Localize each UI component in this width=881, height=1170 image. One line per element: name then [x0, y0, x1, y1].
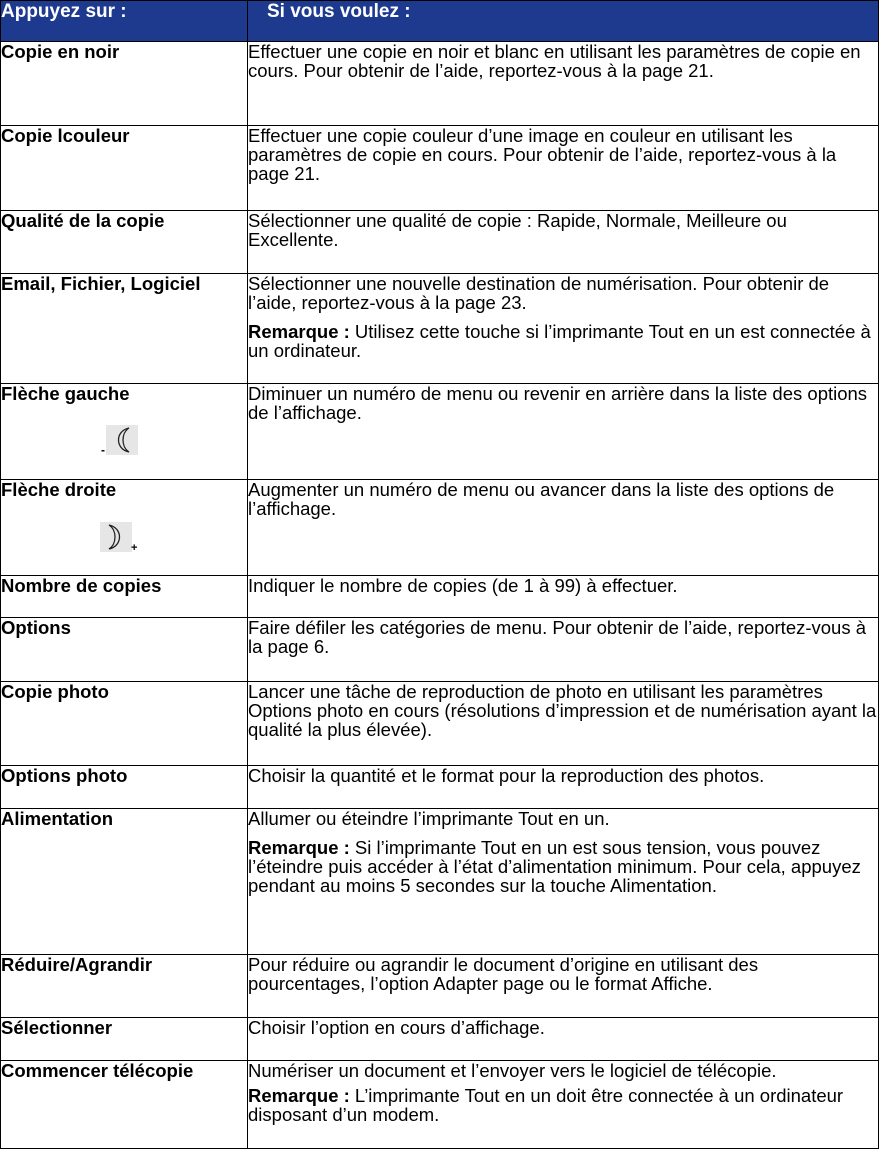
table-row — [1, 1018, 879, 1061]
note — [248, 838, 878, 895]
button-name: Options — [1, 618, 248, 682]
note-label: Remarque : — [248, 321, 350, 342]
button-name: Options photo — [1, 766, 248, 809]
note-label: Remarque : — [248, 1085, 350, 1106]
button-name: Email, Fichier, Logiciel — [1, 274, 248, 384]
button-description: Effectuer une copie couleur d’une image en couleur en utilisant les paramètres de copie en cours. Pour obtenir de l’aide, reportez-vous à la page 21. — [248, 126, 879, 211]
button-cell — [1, 480, 248, 576]
button-name: Réduire/Agrandir — [1, 955, 248, 1018]
button-name: Qualité de la copie — [1, 211, 248, 274]
button-description: Choisir la quantité et le format pour la reproduction des photos. — [248, 766, 879, 809]
note-text: L’imprimante Tout en un doit être connectée à un ordinateur disposant d’un modem. — [248, 1085, 844, 1125]
button-description: Sélectionner une nouvelle destination de numérisation. Pour obtenir de l’aide, reportez-vous à la page 23. Remarque : Utilisez cette touche si l’imprimante Tout en un est connectée à un ordinateur. — [248, 274, 879, 384]
button-cell — [1, 384, 248, 480]
table-row — [1, 576, 879, 618]
table-row — [1, 211, 879, 274]
button-description: Effectuer une copie en noir et blanc en utilisant les paramètres de copie en cours. Pour obtenir de l’aide, reportez-vous à la page 21. — [248, 42, 879, 126]
table-row — [1, 955, 879, 1018]
button-name: Commencer télécopie — [1, 1061, 248, 1149]
button-name: Nombre de copies — [1, 576, 248, 618]
button-description: Pour réduire ou agrandir le document d’origine en utilisant des pourcentages, l’option Adapter page ou le format Affiche. — [248, 955, 879, 1018]
table-row — [1, 480, 879, 576]
left-arrow-button-icon — [99, 425, 139, 455]
table-row — [1, 809, 879, 955]
minus-sign: - — [101, 443, 105, 455]
table-row — [1, 384, 879, 480]
right-arrow-button-icon — [100, 522, 140, 552]
button-name: Copie en noir — [1, 42, 248, 126]
note-text: Si l’imprimante Tout en un est sous tension, vous pouvez l’éteindre puis accéder à l’état d’alimentation minimum. Pour cela, appuyez pendant au moins 5 secondes sur la touche Alimentation. — [248, 837, 861, 896]
table-row — [1, 618, 879, 682]
button-description: Lancer une tâche de reproduction de photo en utilisant les paramètres Options photo en cours (résolutions d’impression et de numérisation ayant la qualité la plus élevée). — [248, 682, 879, 766]
note — [248, 322, 878, 360]
note — [248, 1086, 878, 1124]
table-row — [1, 682, 879, 766]
button-description: Diminuer un numéro de menu ou revenir en arrière dans la liste des options de l’affichage. — [248, 384, 879, 480]
table-header-row — [1, 1, 879, 42]
table-row — [1, 126, 879, 211]
note-label: Remarque : — [248, 837, 350, 858]
button-name: Alimentation — [1, 809, 248, 955]
button-description: Faire défiler les catégories de menu. Pour obtenir de l’aide, reportez-vous à la page 6. — [248, 618, 879, 682]
table-row — [1, 42, 879, 126]
button-description: Augmenter un numéro de menu ou avancer dans la liste des options de l’affichage. — [248, 480, 879, 576]
button-name: Sélectionner — [1, 1018, 248, 1061]
button-description: Sélectionner une qualité de copie : Rapide, Normale, Meilleure ou Excellente. — [248, 211, 879, 274]
button-name: Copie photo — [1, 682, 248, 766]
button-name: Flèche gauche — [1, 383, 130, 404]
note-text: Utilisez cette touche si l’imprimante Tout en un est connectée à un ordinateur. — [248, 321, 871, 361]
button-name: Copie lcouleur — [1, 126, 248, 211]
table-row — [1, 1061, 879, 1149]
button-description: Choisir l’option en cours d’affichage. — [248, 1018, 879, 1061]
table-row — [1, 766, 879, 809]
button-description: Indiquer le nombre de copies (de 1 à 99) à effectuer. — [248, 576, 879, 618]
button-name: Flèche droite — [1, 479, 117, 500]
header-if-you-want: Si vous voulez : — [248, 1, 879, 42]
button-description: Allumer ou éteindre l’imprimante Tout en un. Remarque : Si l’imprimante Tout en un est sous tension, vous pouvez l’éteindre puis accéder à l’état d’alimentation minimum. Pour cela, appuyez pendant au moins 5 secondes sur la touche Alimentation. — [248, 809, 879, 955]
header-press: Appuyez sur : — [1, 1, 248, 42]
plus-sign: + — [131, 542, 138, 552]
table-row — [1, 274, 879, 384]
button-description: Numériser un document et l’envoyer vers le logiciel de télécopie. Remarque : L’imprimante Tout en un doit être connectée à un ordinateur disposant d’un modem. — [248, 1061, 879, 1149]
